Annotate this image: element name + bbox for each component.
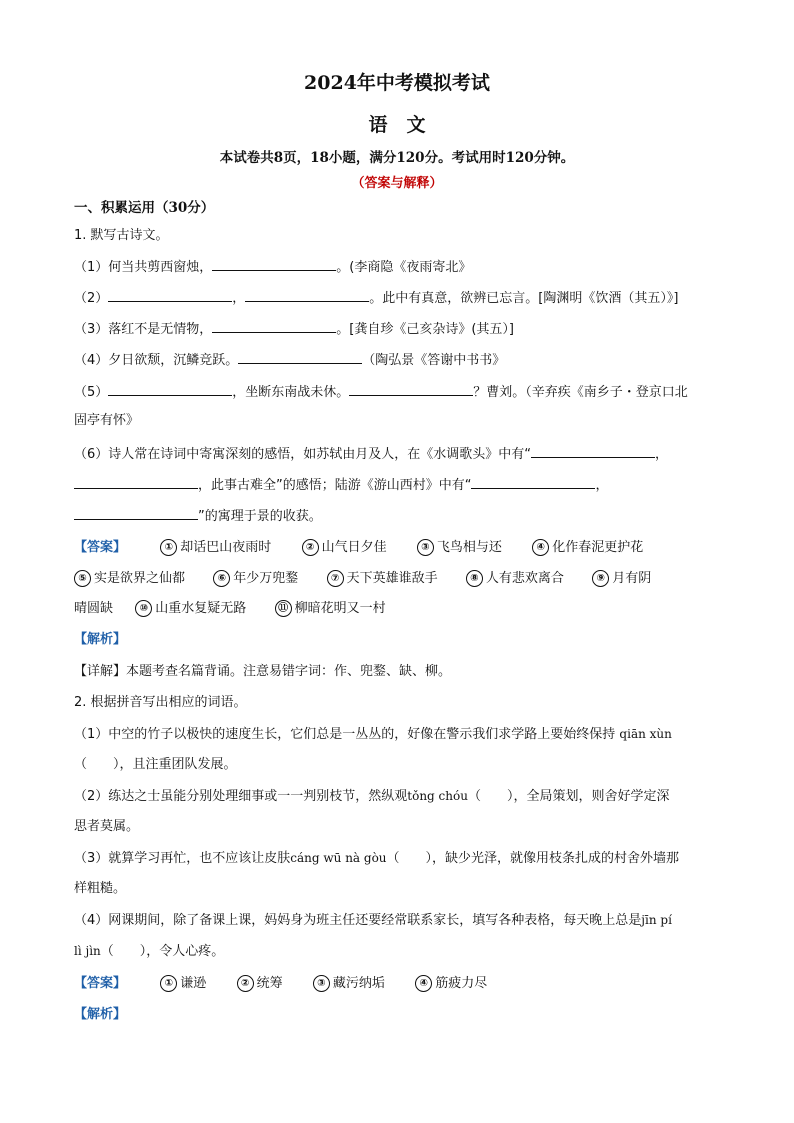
answer-item: ④ 化作春泥更护花: [532, 539, 643, 557]
answer-blank: [471, 475, 595, 489]
q2-part1-text-a: （1）中空的竹子以极快的速度生长，它们总是一丛丛的，好像在警示我们求学路上要始终保持: [74, 727, 616, 742]
q1-part5-text-b: ，坐断东南战未休。: [232, 385, 350, 400]
q2-answer-row: [74, 975, 487, 993]
circled-number: ⑨: [592, 570, 609, 587]
answer-item: ③ 飞鸟相与还: [417, 539, 502, 557]
q1-part5-text-c: ？曹刘。（辛弃疾《南乡子・登京口北: [473, 385, 688, 400]
q1-part4: [74, 350, 505, 370]
pinyin: cáng wū nà gòu: [290, 851, 387, 865]
detail-label: 【详解】: [74, 664, 127, 679]
answer-item: ⑦ 天下英雄谁敌手: [327, 570, 438, 588]
answer-blank: [238, 350, 362, 364]
q1-part2: [74, 288, 678, 308]
answer-item: ⑨ 月有阴: [592, 570, 651, 588]
circled-number: ③: [313, 975, 330, 992]
q1-part1-text-b: 。(李商隐《夜雨寄北》: [336, 260, 472, 275]
answer-label: 【答案】: [74, 976, 127, 991]
q1-part6-text-b: ，: [655, 447, 669, 462]
q2-part4: [74, 911, 672, 930]
answer-blank: [349, 382, 473, 396]
answer-blank: [212, 319, 336, 333]
answer-item: ② 统筹: [237, 975, 283, 993]
answer-item: ① 却话巴山夜雨时: [160, 539, 271, 557]
circled-number: ⑤: [74, 570, 91, 587]
answer-item: ⑤ 实是欲界之仙都: [74, 570, 185, 588]
circled-number: ①: [160, 539, 177, 556]
q1-part2-text-a: （2）: [74, 291, 109, 306]
answer-blank: [108, 382, 232, 396]
q2-part3-line2: 样粗糙。: [74, 881, 127, 896]
q2-stem: 2. 根据拼音写出相应的词语。: [74, 695, 247, 710]
q2-analysis-label: 【解析】: [74, 1007, 127, 1022]
answer-blank: [531, 444, 655, 458]
circled-number: ⑧: [466, 570, 483, 587]
q1-part6-text-e: ”的寓理于景的收获。: [198, 509, 322, 524]
q1-answer-row2: [74, 570, 651, 588]
detail-text: 本题考查名篇背诵。注意易错字词：作、兜鍪、缺、柳。: [126, 664, 452, 679]
q2-part2-text-a: （2）练达之士虽能分别处理细事或一一判别枝节，然纵观: [74, 789, 408, 804]
answer-item: ② 山气日夕佳: [302, 539, 387, 557]
page-title: 2024年中考模拟考试: [304, 72, 490, 94]
q1-part6-line2: [74, 475, 609, 495]
pinyin: qiān xùn: [619, 727, 672, 741]
q1-part5: [74, 382, 688, 402]
answer-continuation: 晴圆缺: [74, 601, 114, 616]
q2-part1-line2: （ ），且注重团队发展。: [74, 757, 237, 772]
q1-part3-text-b: 。[龚自珍《己亥杂诗》(其五）]: [336, 322, 514, 337]
circled-number: ③: [417, 539, 434, 556]
answer-blank: [74, 475, 198, 489]
answer-note: （答案与解释）: [351, 176, 443, 191]
answer-item: ⑪ 柳暗花明又一村: [275, 600, 386, 618]
circled-number: ⑩: [135, 600, 152, 617]
q1-answer-row1: [74, 539, 643, 557]
q1-answer-row3: [74, 600, 386, 618]
answer-item: ⑧ 人有悲欢离合: [466, 570, 564, 588]
answer-blank: [245, 288, 369, 302]
section-heading: 一、积累运用（30分）: [74, 200, 215, 216]
q2-part2-line2: 思者莫属。: [74, 819, 140, 834]
answer-label: 【答案】: [74, 540, 127, 555]
q1-part4-text-a: （4）夕日欲颓，沉鳞竞跃。: [74, 353, 239, 368]
pinyin: lì jìn: [74, 944, 101, 958]
pinyin: jīn pí: [641, 913, 672, 927]
q1-part5-cont: 固亭有怀》: [74, 413, 140, 428]
q1-stem: 1. 默写古诗文。: [74, 228, 169, 243]
answer-item: ① 谦逊: [160, 975, 206, 993]
answer-item: ④ 筋疲力尽: [415, 975, 487, 993]
answer-item: ⑩ 山重水复疑无路: [135, 600, 246, 618]
circled-number: ⑥: [213, 570, 230, 587]
q2-part4-text-b: （ ），令人心疼。: [100, 944, 225, 959]
subject-title: 语 文: [368, 114, 426, 136]
q2-part4-line2: [74, 942, 224, 961]
pinyin: tǒng chóu: [407, 789, 468, 803]
q1-part6: [74, 444, 668, 464]
q2-part3: [74, 849, 679, 868]
circled-number: ⑦: [327, 570, 344, 587]
answer-blank: [212, 257, 336, 271]
q1-part3-text-a: （3）落红不是无情物，: [74, 322, 213, 337]
answer-blank: [74, 506, 198, 520]
q1-part1: [74, 257, 471, 277]
q2-part2: [74, 787, 669, 806]
q1-part6-line3: [74, 506, 322, 526]
q1-part2-text-c: 。此中有真意，欲辨已忘言。[陶渊明《饮酒（其五）》]: [369, 291, 679, 306]
circled-number: ②: [237, 975, 254, 992]
answer-item: ③ 藏污纳垢: [313, 975, 385, 993]
q2-part3-text-b: （ ），缺少光泽，就像用枝条扎成的村舍外墙那: [386, 851, 680, 866]
q2-part3-text-a: （3）就算学习再忙，也不应该让皮肤: [74, 851, 291, 866]
q1-analysis-label: 【解析】: [74, 632, 127, 647]
q1-part6-text-d: ，: [595, 478, 609, 493]
answer-blank: [108, 288, 232, 302]
exam-info: 本试卷共8页，18小题，满分120分。考试用时120分钟。: [219, 150, 575, 166]
q1-part3: [74, 319, 514, 339]
answer-item: ⑥ 年少万兜鍪: [213, 570, 298, 588]
q1-part5-text-a: （5）: [74, 385, 109, 400]
q1-part6-text-a: （6）诗人常在诗词中寄寓深刻的感悟，如苏轼由月及人，在《水调歌头》中有“: [74, 447, 532, 462]
circled-number: ⑪: [275, 600, 292, 617]
q2-part2-text-b: （ ），全局策划，则舍好学定深: [467, 789, 670, 804]
q2-part4-text-a: （4）网课期间，除了备课上课，妈妈身为班主任还要经常联系家长，填写各种表格，每天晚上总是: [74, 913, 642, 928]
q1-part2-text-b: ，: [232, 291, 246, 306]
q2-part1: [74, 725, 672, 744]
q1-part4-text-b: （陶弘景《答谢中书书》: [362, 353, 506, 368]
circled-number: ①: [160, 975, 177, 992]
circled-number: ②: [302, 539, 319, 556]
circled-number: ④: [415, 975, 432, 992]
q1-part6-text-c: ，此事古难全”的感悟；陆游《游山西村》中有“: [198, 478, 472, 493]
circled-number: ④: [532, 539, 549, 556]
q1-part1-text-a: （1）何当共剪西窗烛，: [74, 260, 213, 275]
q1-detail: [74, 663, 451, 681]
